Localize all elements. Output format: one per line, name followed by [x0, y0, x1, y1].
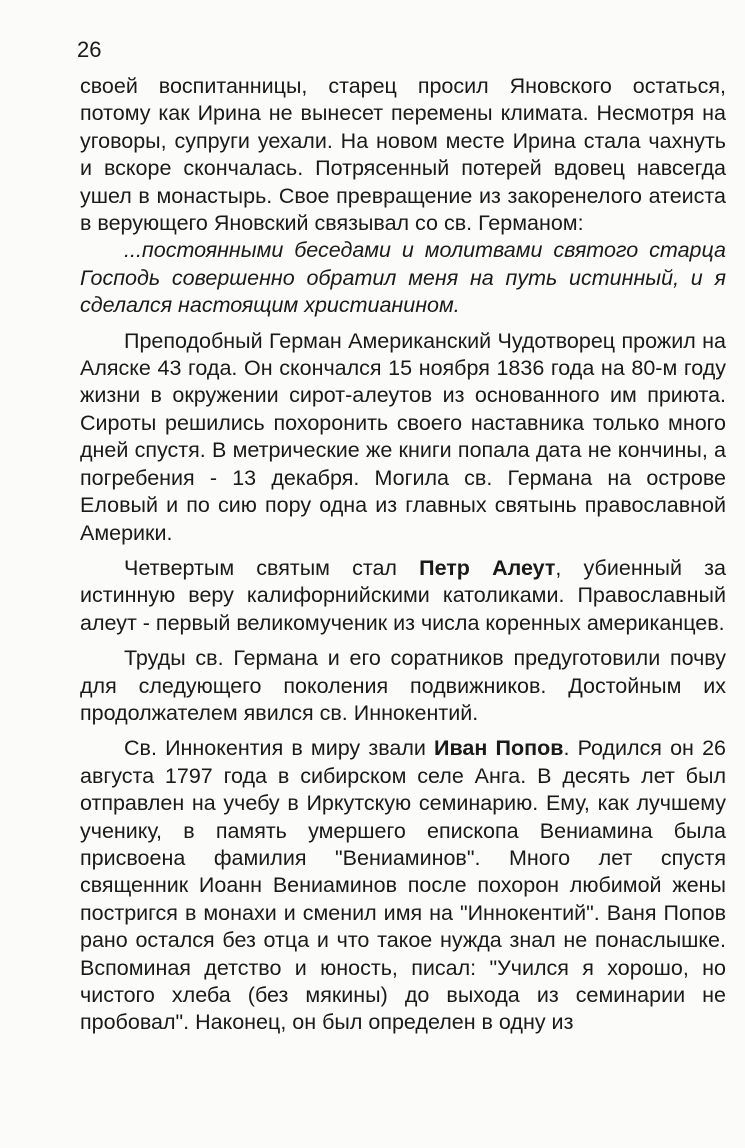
paragraph-text: Преподобный Герман Американский Чудотворец прожил на Аляске 43 года. Он скончался 15 ноября 1836 года на 80-м году жизни в окружении сирот-алеутов из основанного им приюта. Сироты решились похоронить своего наставника только много дней спустя. В метрические же книги попала дата не кончины, а погребения - 13 декабря. Могила св. Германа на острове Еловый и по сию пору одна из главных святынь православной Америки. [80, 328, 726, 545]
paragraph [80, 645, 726, 727]
paragraph-text: . Родился он 26 августа 1797 года в сибирском селе Анга. В десять лет был отправлен на учебу в Иркутскую семинарию. Ему, как лучшему ученику, в память умершего епископа Вениамина была присвоена фамилия "Вениаминов". Много лет спустя священник Иоанн Вениаминов после похорон любимой жены постригся в монахи и сменил имя на "Иннокентий". Ваня Попов рано остался без отца и что такое нужда знал не понаслышке. Вспоминая детство и юность, писал: "Учился я хорошо, но чистого хлеба (без мякины) до выхода из семинарии не пробовал". Наконец, он был определен в одну из [80, 736, 726, 1035]
paragraph [80, 73, 726, 237]
bold-name: Петр Алеут [419, 555, 556, 580]
paragraph-text: Св. Иннокентия в миру звали [124, 736, 435, 761]
paragraph-text: своей воспитанницы, старец просил Яновского остаться, потому как Ирина не вынесет перемены климата. Несмотря на уговоры, супруги уехали. На новом месте Ирина стала чахнуть и вскоре скончалась. Потрясенный потерей вдовец навсегда ушел в монастырь. Свое превращение из закоренелого атеиста в верующего Яновский связывал со св. Германом: [80, 74, 726, 236]
page-number: 26 [77, 37, 102, 62]
bold-name: Иван Попов [434, 736, 564, 761]
paragraph-text: Труды св. Германа и его соратников предуготовили почву для следующего поколения подвижников. Достойным их продолжателем явился св. Иннокентий. [80, 646, 726, 725]
paragraph [80, 735, 726, 1036]
text-column [80, 73, 726, 1037]
paragraph [80, 555, 726, 637]
paragraph [80, 328, 726, 547]
paragraph-text: , убиенный за истинную веру калифорнийскими католиками. Православный алеут - первый великомученик из числа коренных американцев. [80, 555, 726, 635]
paragraph-text: Четвертым святым стал [124, 555, 420, 580]
quote-paragraph [80, 237, 726, 319]
quote-text: ...постоянными беседами и молитвами святого старца Господь совершенно обратил меня на путь истинный, и я сделался настоящим христианином. [80, 238, 726, 318]
